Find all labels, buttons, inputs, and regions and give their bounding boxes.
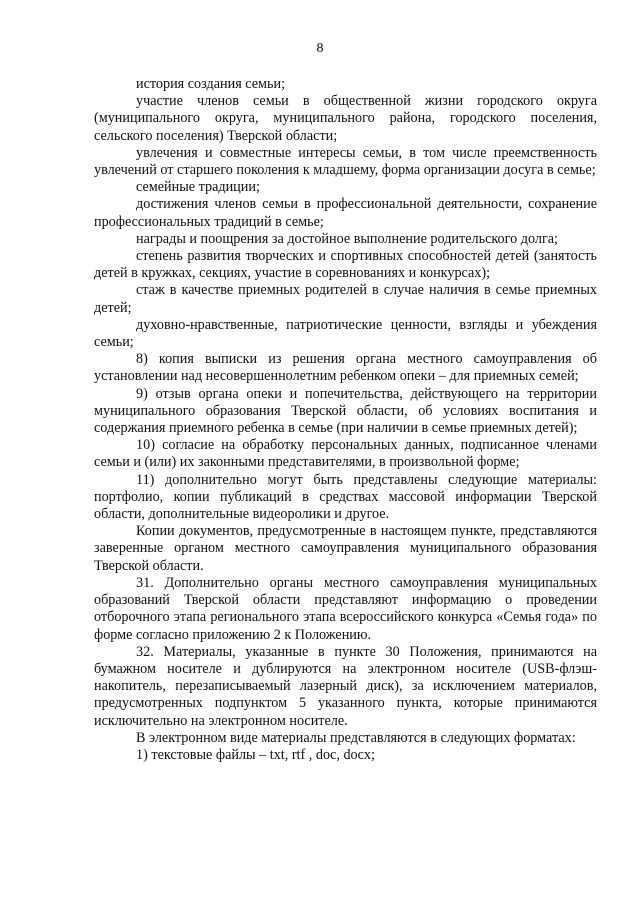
paragraph-item-9: 9) отзыв органа опеки и попечительства, действующего на территории муниципального образования Тверской области, об условиях воспитания и содержания приемного ребенка в семье (при наличии в семье приемных детей); — [94, 385, 597, 437]
paragraph-traditions: семейные традиции; — [136, 179, 260, 196]
paragraph-section-32: 32. Материалы, указанные в пункте 30 Положения, принимаются на бумажном носителе и дублируются на электронном носителе (USB-флэш-накопитель, перезаписываемый лазерный диск), за исключением материалов, предусмотренных подпунктом 5 указанного пункта, которые принимаются исключительно на электронном носителе. — [94, 643, 597, 729]
paragraph-awards: награды и поощрения за достойное выполнение родительского долга; — [136, 230, 559, 247]
paragraph-public-life: участие членов семьи в общественной жизни городского округа (муниципального округа, муниципального района, городского поселения, сельского поселения) Тверской области; — [94, 93, 597, 144]
paragraph-foster-experience: стаж в качестве приемных родителей в случае наличия в семье приемных детей; — [94, 282, 597, 316]
paragraph-copies: Копии документов, предусмотренные в настоящем пункте, представляются заверенные органом местного самоуправления муниципального образования Тверской области. — [94, 523, 597, 574]
paragraph-item-8: 8) копия выписки из решения органа местного самоуправления об установлении над несовершеннолетним ребенком опеки – для приемных семей; — [94, 351, 597, 385]
paragraph-text-files: 1) текстовые файлы – txt, rtf , doc, docx; — [136, 746, 375, 763]
document-body — [94, 76, 597, 764]
paragraph-section-31: 31. Дополнительно органы местного самоуправления муниципальных образований Тверской области представляют информацию о проведении отборочного этапа регионального этапа всероссийского конкурса «Семья года» по форме согласно приложению 2 к Положению. — [94, 574, 597, 643]
paragraph-hobbies: увлечения и совместные интересы семьи, в том числе преемственность увлечений от старшего поколения к младшему, форма организации досуга в семье; — [94, 144, 597, 179]
paragraph-item-10: 10) согласие на обработку персональных данных, подписанное членами семьи и (или) их законными представителями, в произвольной форме; — [94, 437, 597, 471]
paragraph-family-history: история создания семьи; — [136, 76, 286, 92]
page-number: 8 — [316, 41, 324, 56]
paragraph-abilities: степень развития творческих и спортивных способностей детей (занятость детей в кружках, секциях, участие в соревнованиях и конкурсах); — [94, 248, 597, 282]
paragraph-item-11: 11) дополнительно могут быть представлены следующие материалы: портфолио, копии публикаций в средствах массовой информации Тверской области, дополнительные видеоролики и другое. — [94, 471, 597, 523]
paragraph-electronic-formats: В электронном виде материалы представляются в следующих форматах: — [136, 729, 576, 746]
paragraph-values: духовно-нравственные, патриотические ценности, взгляды и убеждения семьи; — [94, 316, 597, 351]
paragraph-achievements: достижения членов семьи в профессиональной деятельности, сохранение профессиональных традиций в семье; — [94, 196, 597, 230]
